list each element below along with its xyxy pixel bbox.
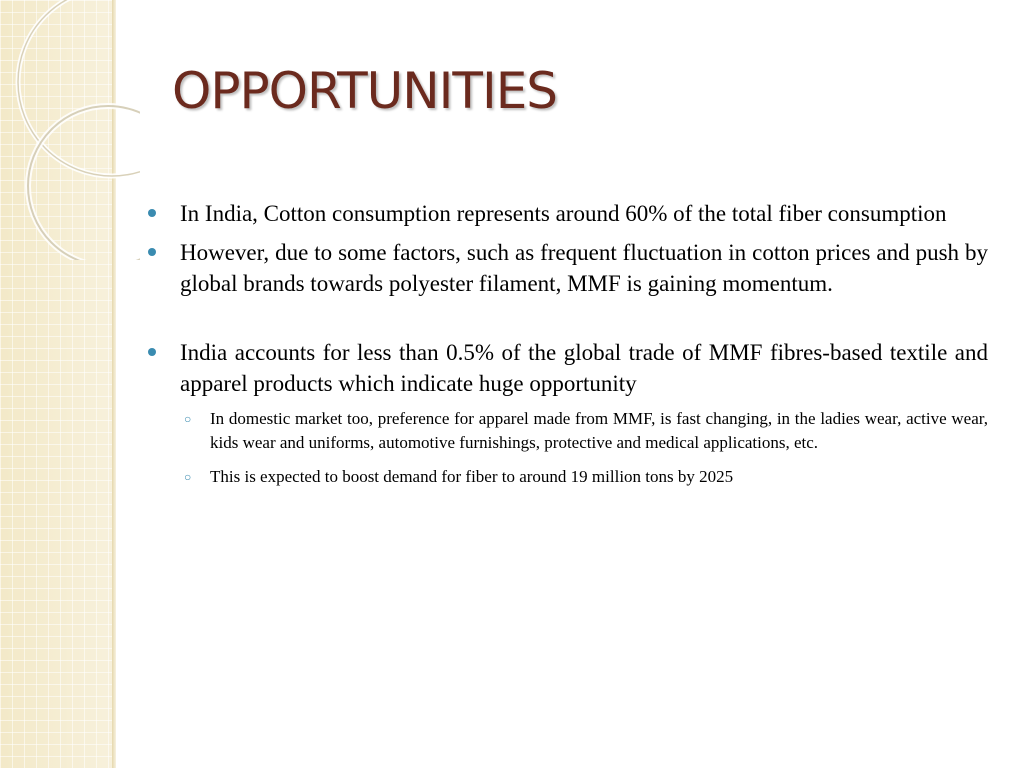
bullet-text: In India, Cotton consumption represents around 60% of the total fiber consumption: [180, 201, 947, 226]
sub-bullet-item: [184, 465, 988, 489]
bullet-item: [148, 237, 988, 299]
sub-bullet-item: [184, 407, 988, 455]
decorative-circle-small: [28, 106, 140, 260]
decorative-circles-graphic: [0, 0, 140, 260]
bullet-item: [148, 198, 988, 229]
slide-title: OPPORTUNITIES: [172, 62, 558, 120]
bullet-text: However, due to some factors, such as frequent fluctuation in cotton prices and push by global brands towards polyester filament, MMF is gaining momentum.: [180, 240, 988, 296]
slide-content: [148, 198, 988, 499]
bullet-dot-icon: [148, 209, 156, 217]
bullet-text: India accounts for less than 0.5% of the global trade of MMF fibres-based textile and apparel products which indicate huge opportunity: [180, 340, 988, 396]
sub-bullet-text: In domestic market too, preference for apparel made from MMF, is fast changing, in the ladies wear, active wear, kids wear and uniforms, automotive furnishings, protective and medical applications, etc.: [210, 409, 988, 452]
hollow-circle-bullet-icon: ○: [184, 470, 192, 484]
sub-bullet-text: This is expected to boost demand for fiber to around 19 million tons by 2025: [210, 467, 734, 486]
bullet-dot-icon: [148, 348, 156, 356]
bullet-item: [148, 337, 988, 399]
hollow-circle-bullet-icon: ○: [184, 412, 192, 426]
bullet-dot-icon: [148, 248, 156, 256]
